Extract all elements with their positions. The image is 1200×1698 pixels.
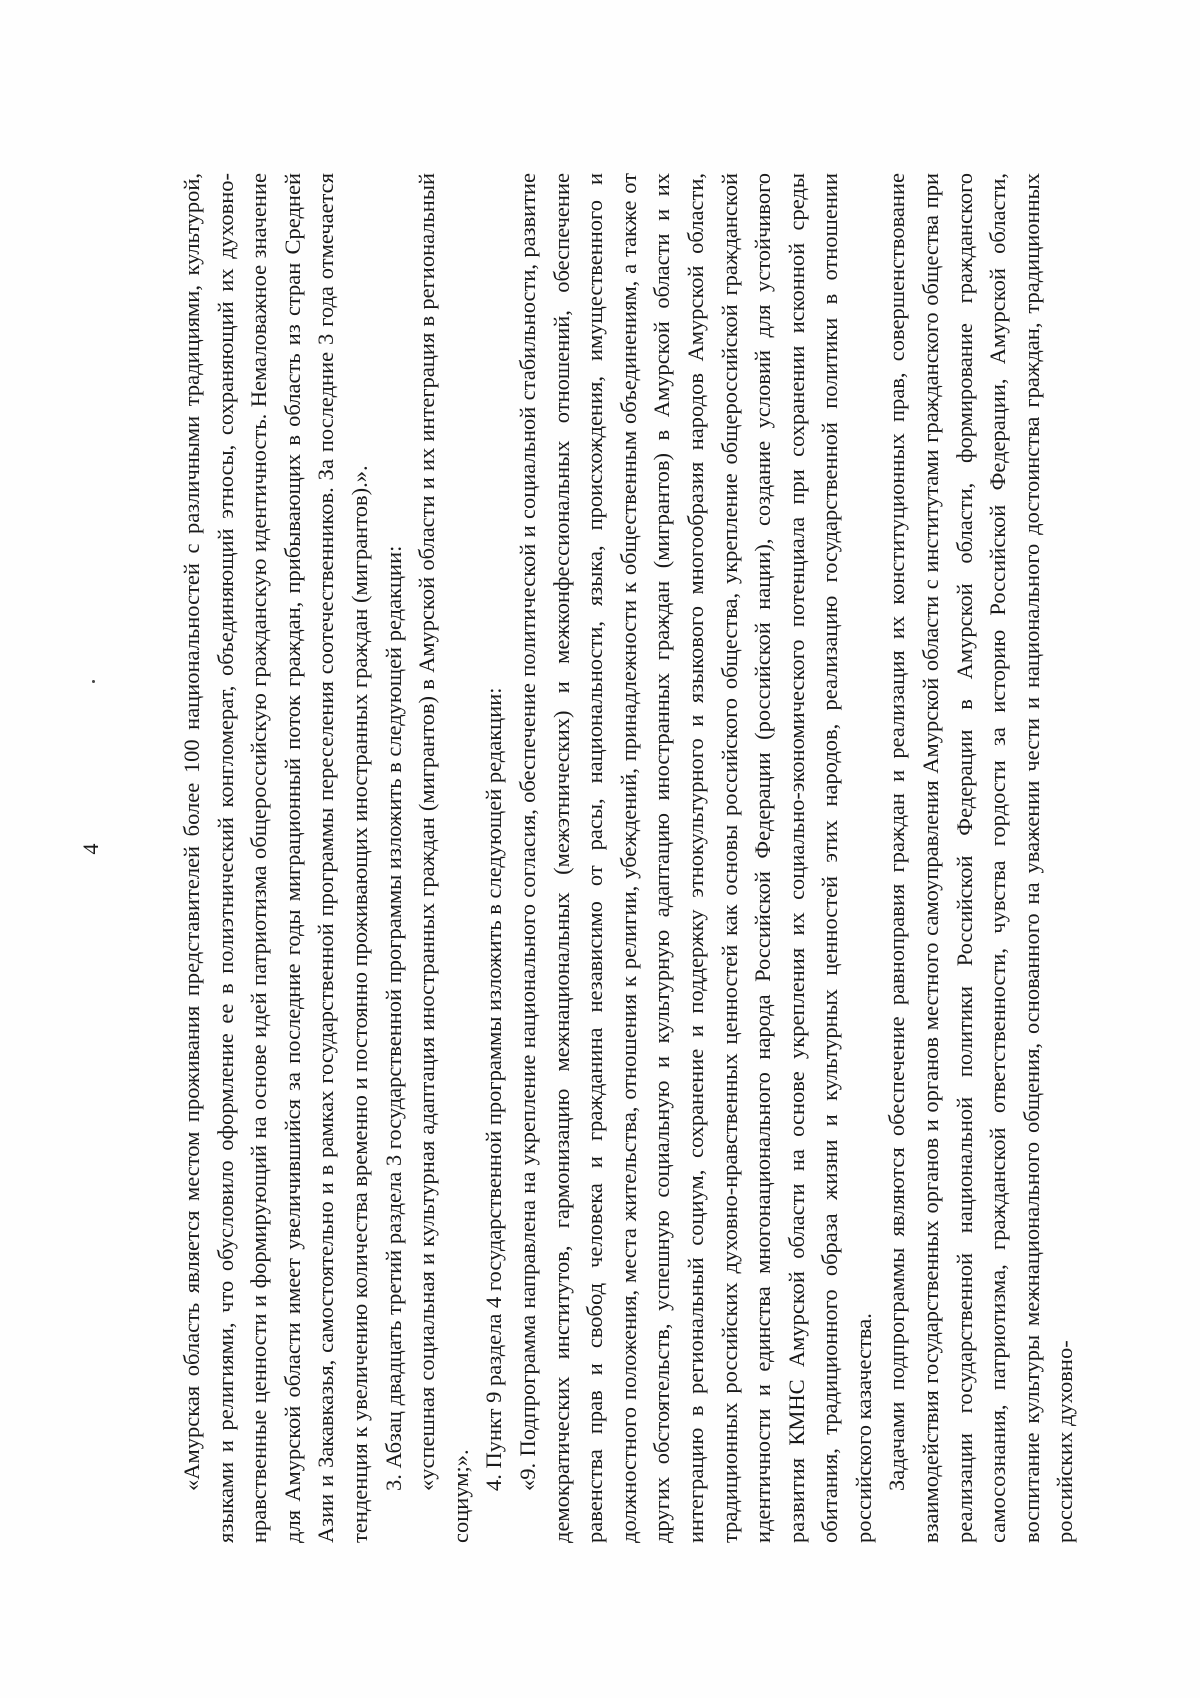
paragraph-amendment-3: 3. Абзац двадцать третий раздела 3 государственной программы изложить в следующей редакции:: [380, 545, 406, 1491]
paragraph-region-description: «Амурская область является местом проживания представителей более 100 национальностей с различными традициями, культурой, языками и религиями, что обусловило оформление ее в полиэтнический конгломерат, объединяющий этносы, сохраняющий их духовно-нравственные ценности и формирующий на основе идей патриотизма общероссийскую гражданскую идентичность. Немаловажное значение для Амурской области имеет увеличившийся за последние годы миграционный поток граждан, прибывающих в область из стран Средней Азии и Закавказья, самостоятельно и в рамках государственной программы переселения соотечественников. За последние 3 года отмечается тенденция к увеличению количества временно и постоянно проживающих иностранных граждан (мигрантов).».: [179, 173, 372, 1543]
paragraph-subprogram-purpose: «9. Подпрограмма направлена на укрепление национального согласия, обеспечение политической и социальной стабильности, развитие демократических институтов, гармонизацию межнациональных (межэтнических) и межконфессиональных отношений, обеспечение равенства прав и свобод человека и гражданина независимо от расы, национальности, языка, происхождения, имущественного и должностного положения, места жительства, отношения к религии, убеждений, принадлежности к общественным объединениям, а также от других обстоятельств, успешную социальную и культурную адаптацию иностранных граждан (мигрантов) в Амурской области и их интеграцию в региональный социум, сохранение и поддержку этнокультурного и языкового многообразия народов Амурской области, традиционных российских духовно-нравственных ценностей как основы российского общества, укрепление общероссийской гражданской идентичности и единства многонационального народа Российской Федерации (российской нации), создание условий для устойчивого развития КМНС Амурской области на основе укрепления их социально-экономического потенциала при сохранении исконной среды обитания, традиционного образа жизни и культурных ценностей этих народов, реализацию государственной политики в отношении российского казачества.: [514, 173, 876, 1543]
document-body: [175, 173, 1082, 1543]
page-number: 4: [78, 843, 103, 855]
scan-dust-speck: [92, 680, 95, 683]
paragraph-amendment-3-text: «успешная социальная и культурная адаптация иностранных граждан (мигрантов) в Амурской области и их интеграция в региональный социум;».: [414, 173, 473, 1543]
paragraph-amendment-4: 4. Пункт 9 раздела 4 государственной программы изложить в следующей редакции:: [481, 687, 507, 1491]
paragraph-subprogram-tasks: Задачами подпрограммы являются обеспечение равноправия граждан и реализация их конституционных прав, совершенствование взаимодействия государственных органов и органов местного самоуправления Амурской области с институтами гражданского общества при реализации государственной национальной политики Российской Федерации в Амурской области, формирование гражданского самосознания, патриотизма, гражданской ответственности, чувства гордости за историю Российской Федерации, Амурской области, воспитание культуры межнационального общения, основанного на уважении чести и национального достоинства граждан, традиционных российских духовно-: [884, 173, 1078, 1543]
